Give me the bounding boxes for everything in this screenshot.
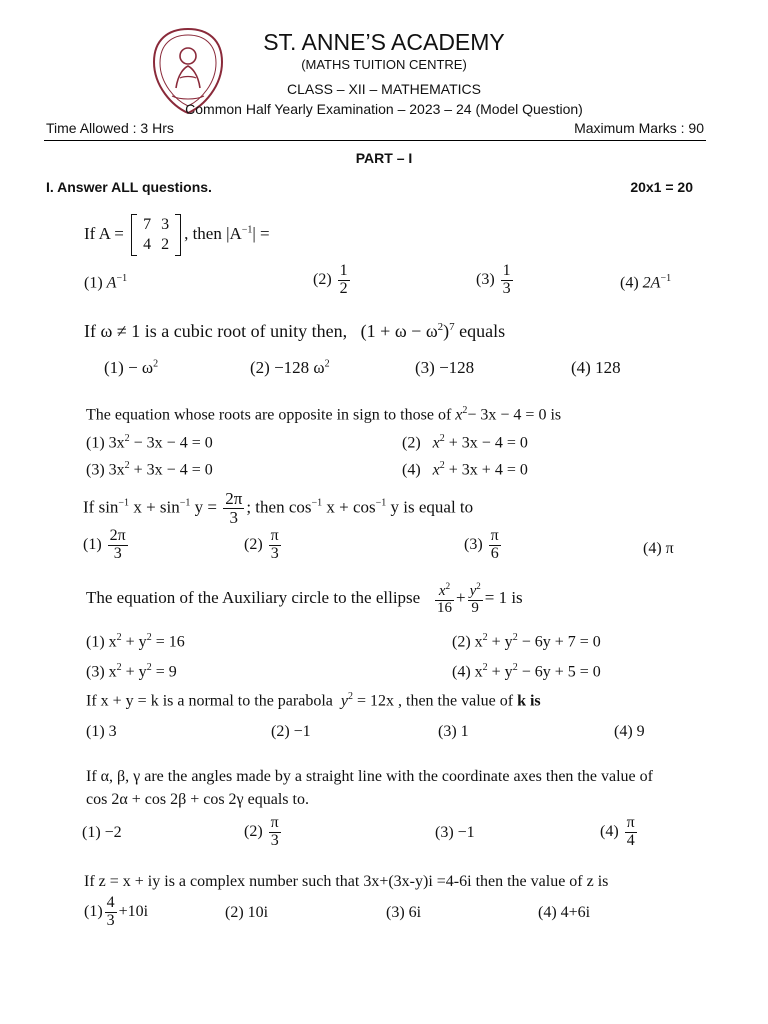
q7-option-1: (1) −2 <box>82 824 122 841</box>
q5-option-2: (2) $x^2 + y^2 - 6y + 7 = 0$ <box>452 632 601 651</box>
question-8: If z = x + iy is a complex number such that 3x+(3x-y)i =4-6i then the value of z is <box>84 873 609 890</box>
q8-option-3: (3) 6i <box>386 904 422 921</box>
question-7-line-1: If α, β, γ are the angles made by a straight line with the coordinate axes then the value of <box>86 768 653 785</box>
time-allowed: Time Allowed : 3 Hrs <box>46 120 174 136</box>
matrix-a: 7 3 4 2 <box>131 214 181 256</box>
q7-option-3: (3) −1 <box>435 824 475 841</box>
marks-scheme: 20x1 = 20 <box>630 179 693 195</box>
q8-option-1: (1) $\frac{4}{3}$ +10i <box>84 894 149 929</box>
q6-option-1: (1) 3 <box>86 723 117 740</box>
q1-option-4: (4) $2A^{-1}$ <box>620 273 672 292</box>
q3-option-2: (2) $x^2 + 3x - 4 = 0$ <box>402 433 528 452</box>
q5-option-4: (4) $x^2 + y^2 - 6y + 5 = 0$ <box>452 662 601 681</box>
q1-option-2: (2) $\frac{1}{2}$ <box>313 262 348 297</box>
exam-title: Common Half Yearly Examination – 2023 – 24 (Model Question) <box>185 101 583 117</box>
q1-option-3: (3) $\frac{1}{3}$ <box>476 262 511 297</box>
q3-option-1: (1) $3x^2 - 3x - 4 = 0$ <box>86 433 213 452</box>
maximum-marks: Maximum Marks : 90 <box>574 120 704 136</box>
q4-option-3: (3) $\frac{\pi}{6}$ <box>464 527 499 562</box>
q3-option-3: (3) $3x^2 + 3x - 4 = 0$ <box>86 460 213 479</box>
question-5: The equation of the Auxiliary circle to the ellipse $\frac{x^2}{16}$ + $\frac{y^2}{9}$ = 1 is <box>86 581 523 616</box>
question-6: If x + y = k is a normal to the parabola $y^2 = 12x$ , then the value of k is <box>86 691 541 710</box>
q6-option-4: (4) 9 <box>614 723 645 740</box>
q2-option-4: (4) 128 <box>571 358 621 377</box>
school-name: ST. ANNE’S ACADEMY <box>263 29 505 55</box>
q3-option-4: (4) $x^2 + 3x + 4 = 0$ <box>402 460 528 479</box>
q2-option-3: (3) −128 <box>415 358 475 377</box>
question-4: If $\sin^{-1} x + \sin^{-1} y$ = $\frac{2\pi}{3}$ ; then $\cos^{-1} x + \cos^{-1} y$ is equal to <box>83 489 474 527</box>
q6-option-3: (3) 1 <box>438 723 469 740</box>
question-2: If ω ≠ 1 is a cubic root of unity then, $(1 + \omega - \omega^2)^7$ equals <box>84 321 506 341</box>
question-1: If A = 7 3 4 2 , then $|A^{-1}|$ = <box>84 214 270 256</box>
q2-option-2: (2) −128 $\omega^2$ <box>250 358 330 377</box>
q4-option-4: (4) π <box>643 540 674 557</box>
centre-subtitle: (MATHS TUITION CENTRE) <box>301 57 467 72</box>
q5-option-3: (3) $x^2 + y^2 = 9$ <box>86 662 177 681</box>
q5-option-1: (1) $x^2 + y^2 = 16$ <box>86 632 185 651</box>
q8-option-2: (2) 10i <box>225 904 269 921</box>
q4-option-1: (1) $\frac{2\pi}{3}$ <box>83 527 126 562</box>
question-7-line-2: cos 2α + cos 2β + cos 2γ equals to. <box>86 791 309 808</box>
q6-option-2: (2) −1 <box>271 723 311 740</box>
q2-option-1: $(1) - \omega^2$ <box>104 358 159 377</box>
class-line: CLASS – XII – MATHEMATICS <box>287 81 481 97</box>
part-title: PART – I <box>355 150 413 166</box>
instruction: I. Answer ALL questions. <box>46 179 212 195</box>
q7-option-4: (4) $\frac{\pi}{4}$ <box>600 814 635 849</box>
q8-option-4: (4) 4+6i <box>538 904 591 921</box>
q7-option-2: (2) $\frac{\pi}{3}$ <box>244 814 279 849</box>
q4-option-2: (2) $\frac{\pi}{3}$ <box>244 527 279 562</box>
header-divider <box>44 140 706 141</box>
question-3: The equation whose roots are opposite in sign to those of $x^2- 3x - 4 = 0$ is <box>86 405 562 424</box>
q1-option-1: (1) $A^{-1}$ <box>84 273 128 292</box>
